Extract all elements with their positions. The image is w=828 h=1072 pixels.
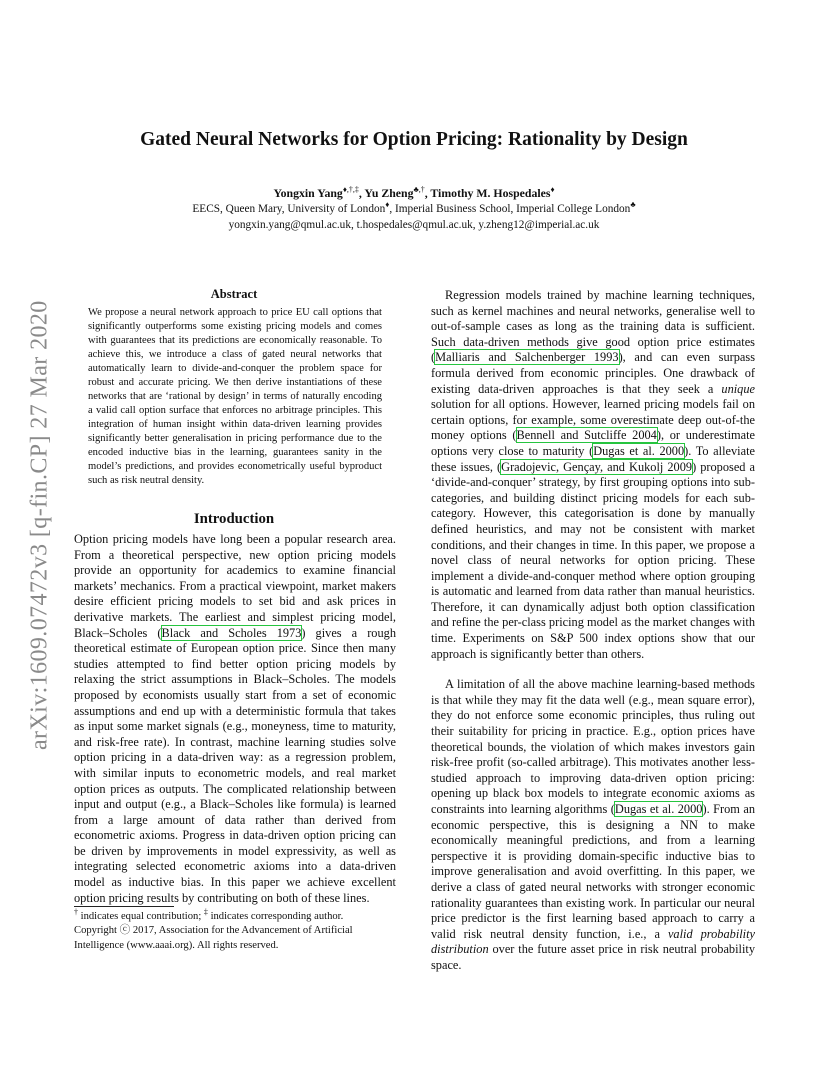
- abstract-heading: Abstract: [210, 287, 258, 301]
- body-text: ), and can even surpass formula derived from economic principles. One drawback of existing data-driven approaches is that they seek a: [431, 350, 755, 396]
- emphasis-text: unique: [721, 381, 755, 396]
- footnote-divider: [74, 906, 174, 907]
- body-text: ) proposed a ‘divide-and-conquer’ strategy, by first grouping options into sub-categories, and building distinct pricing models for each sub-category. However, this categorisation is done by manually defined heuristics, and may not be consistent with market conditions, and their changes in time. In this paper, we propose a novel class of neural networks for option pricing. These implement a divide-and-conquer method where option grouping is automatic and learned from data rather than manual heuristics. Therefore, it can dynamically adjust both option classification and refine the per-class pricing model as the market changes with time. Experiments on S&P 500 index options show that our approach is significantly better than others.: [431, 459, 756, 661]
- body-text: ). To alleviate these issues, (: [431, 443, 755, 474]
- affiliations: [70, 201, 758, 217]
- body-text: Regression models trained by machine learning techniques, such as kernel machines and neural networks, generalise well to out-of-sample cases as long as the training data is sufficient. Such data-driven methods give good option price estimates (: [431, 288, 755, 365]
- citation-link[interactable]: Gradojevic, Gençay, and Kukolj 2009: [501, 459, 693, 474]
- paper-title: Gated Neural Networks for Option Pricing: Rationality by Design: [140, 129, 688, 150]
- author-symbol: ♦: [550, 185, 555, 195]
- citation-link[interactable]: Black and Scholes 1973: [161, 625, 302, 640]
- footnote-symbol: †: [74, 907, 78, 917]
- author-symbol: ♣,†: [413, 185, 425, 195]
- author-symbol: ♦,†,‡: [342, 185, 359, 195]
- body-text: ). From an economic perspective, this is designing a NN to make economically meaningful predictions, and from a learning perspective it is providing domain-specific inductive bias to improve generalisation and avoid overfitting. In this paper, we derive a class of gated neural networks with stronger economic rationality guarantees than existing work. In particular our neural price predictor is the first learning based approach to carry a valid risk neutral density function, i.e., a: [431, 802, 755, 941]
- footnote-symbol: ‡: [203, 907, 208, 917]
- footnote-text: indicates equal contribution;: [78, 911, 204, 922]
- author-name: Yongxin Yang: [273, 186, 343, 200]
- footnote-text: indicates corresponding author.: [207, 911, 344, 922]
- affiliation-text: , Imperial Business School, Imperial College London: [389, 203, 631, 215]
- author-separator: ,: [358, 186, 365, 200]
- body-text: ), or underestimate options very close to maturity (: [431, 428, 755, 458]
- affiliation-symbol: ♣: [630, 200, 636, 210]
- citation-link[interactable]: Malliaris and Salchenberger 1993: [435, 350, 619, 365]
- copyright-notice: Copyright ⓒ 2017, Association for the Advancement of Artificial Intelligence (www.aaai.org). All rights reserved.: [74, 925, 353, 951]
- paragraph: [431, 288, 755, 662]
- left-column-body: [74, 532, 396, 906]
- abstract-text: We propose a neural network approach to price EU call options that significantly outperforms some existing pricing models and comes with guarantees that its predictions are economically reasonable. To achieve this, we introduce a class of gated neural networks that automatically learn to divide-and-conquer the problem space for robust and accurate pricing. We then derive instantiations of these networks that are ‘rational by design’ in terms of naturally encoding a valid call option surface that enforces no arbitrage principles. This integration of human insight within data-driven learning provides significantly better generalisation in pricing performance due to the encoded inductive bias in the learning, guarantees sanity in the model’s predictions, and provides econometrically useful byproduct such as risk neutral density.: [88, 307, 382, 486]
- author-name: Yu Zheng: [364, 186, 414, 200]
- body-text: A limitation of all the above machine learning-based methods is that while they may fit the data well (e.g., mean square error), they do not enforce some economic principles, thus ruling out their suitability for pricing in practice. E.g., option prices have theoretical bounds, the violation of which makes investors gain risk-free profit (so-called arbitrage). This motivates another less-studied approach to improving data-driven option pricing: opening up black box models to integrate economic axioms as constraints into learning algorithms (: [431, 677, 755, 816]
- citation-link[interactable]: Dugas et al. 2000: [614, 802, 703, 816]
- body-text: solution for all options. However, learned pricing models fail on certain options, for example, some overestimate deep out-of-the money options (: [431, 397, 755, 443]
- body-text: over the future asset price in risk neutral probability space.: [431, 942, 755, 972]
- emphasis-text: valid probability distribution: [431, 926, 756, 957]
- author-name: Timothy M. Hospedales: [430, 186, 551, 200]
- body-text: Option pricing models have long been a popular research area. From a theoretical perspective, new option pricing models provide an opportunity for academics to examine financial markets’ mechanics. From a practical viewpoint, market makers desire efficient pricing models to set bid and ask prices in derivative markets. The earliest and simplest pricing model, Black–Scholes (: [74, 532, 396, 640]
- affiliation-symbol: ♦: [385, 200, 390, 210]
- body-text: ) gives a rough theoretical estimate of European option price. Since then many studies attempted to find better option pricing models by relaxing the strict assumptions in Black–Scholes. The models proposed by economists usually start from a set of economic assumptions and end up with a deterministic formula that takes as input some market signals (e.g., moneyness, time to maturity, and risk-free rate). In contrast, machine learning studies solve option pricing in a data-driven way: as a regression problem, with similar inputs to econometric models, and real market option prices as outputs. The complicated relationship between input and output (e.g., a Black–Scholes like formula) is learned from a large amount of data rather than derived from econometric axioms. Progress in data-driven option pricing can be driven by improvements in model expressivity, as well as integrating selected econometric axioms into a data-driven model as inductive bias. In this paper we achieve excellent option pricing results by contributing on both of these lines.: [74, 625, 396, 905]
- right-column-body: [431, 288, 755, 974]
- footnote-line: [74, 907, 396, 924]
- author-separator: ,: [424, 186, 431, 200]
- affiliation-text: EECS, Queen Mary, University of London: [192, 203, 386, 215]
- author-list: [70, 185, 758, 201]
- citation-link[interactable]: Bennell and Sutcliffe 2004: [516, 428, 657, 443]
- introduction-heading: Introduction: [193, 511, 275, 527]
- footnote: [74, 907, 396, 953]
- paragraph: [431, 677, 755, 973]
- citation-link[interactable]: Dugas et al. 2000: [593, 443, 685, 458]
- arxiv-stamp: arXiv:1609.07472v3 [q-fin.CP] 27 Mar 2020: [26, 300, 53, 750]
- paragraph: [74, 532, 396, 906]
- author-emails: yongxin.yang@qmul.ac.uk, t.hospedales@qmul.ac.uk, y.zheng12@imperial.ac.uk: [228, 219, 600, 231]
